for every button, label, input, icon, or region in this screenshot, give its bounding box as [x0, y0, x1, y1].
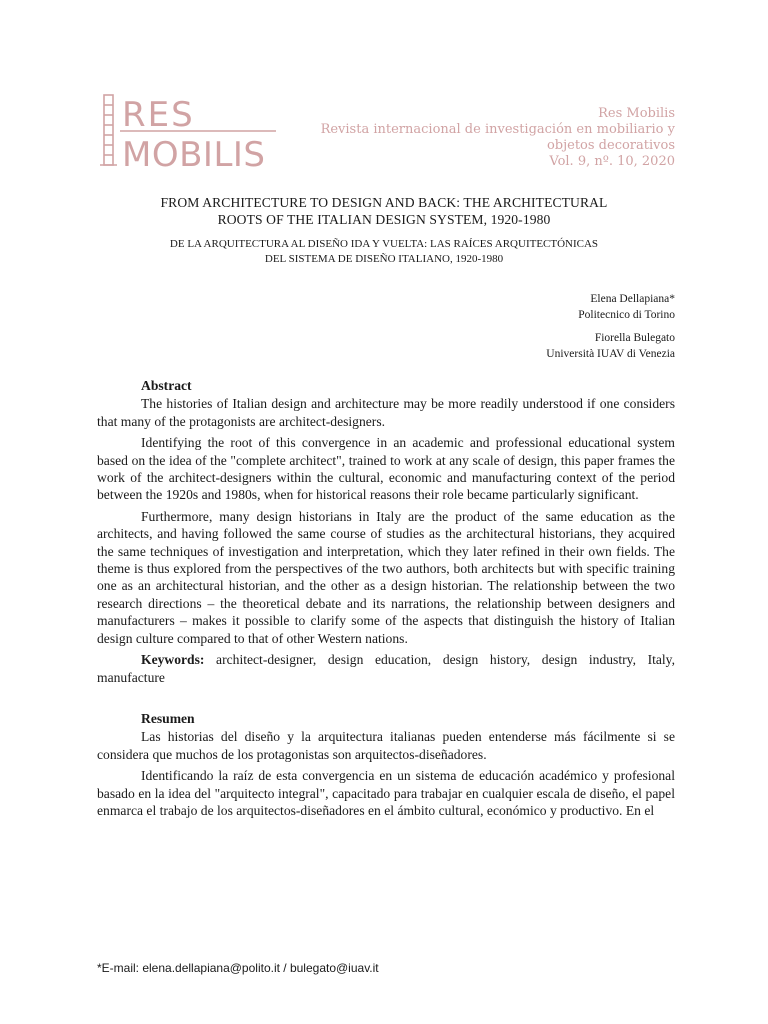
paper-title-english	[90, 194, 678, 228]
journal-subtitle-line2: objetos decorativos	[546, 138, 675, 153]
title-es-line1: DE LA ARQUITECTURA AL DISEÑO IDA Y VUELTA: LAS RAÍCES ARQUITECTÓNICAS	[169, 238, 599, 250]
title-es-line2: DEL SISTEMA DE DISEÑO ITALIANO, 1920-1980	[264, 253, 504, 265]
logo-line1: RES	[122, 95, 195, 135]
paper-title-spanish	[90, 237, 678, 267]
abstract-paragraph: Furthermore, many design historians in Italy are the product of the same education as the architects, and having followed the same course of studies as the architectural historians, they acquired the same techniques of investigation and interpretation, which they later refined in their own fields. The theme is thus explored from the perspectives of the two authors, both architects but with specific training one as an architectural historian, and the other as a design historian. The relationship between the two research directions – the theoretical debate and its narrations, the relationship between designers and manufacturers – makes it possible to clarify some of the aspects that distinguish the history of Italian design culture compared to that of other Western nations.	[97, 508, 675, 646]
author-name: Elena Dellapiana*	[590, 293, 675, 305]
keywords-label: Keywords:	[141, 652, 205, 668]
resumen-paragraph: Identificando la raíz de esta convergencia en un sistema de educación académico y profesional basado en la idea del "arquitecto integral", capacitado para trabajar en cualquier escala de diseño, el papel enmarca el trabajo de los arquitectos-diseñadores en el ámbito cultural, económico y productivo. En el	[97, 768, 675, 818]
logo-line2: MOBILIS	[122, 135, 266, 169]
resumen-heading: Resumen	[141, 710, 195, 726]
title-en-line1: FROM ARCHITECTURE TO DESIGN AND BACK: THE ARCHITECTURAL	[160, 195, 608, 210]
journal-volume: Vol. 9, nº. 10, 2020	[549, 154, 675, 169]
author-block	[375, 291, 675, 362]
author-affiliation: Università IUAV di Venezia	[546, 348, 675, 360]
resumen-paragraph: Las historias del diseño y la arquitectura italianas pueden entenderse más fácilmente si se considera que muchos de los protagonistas son arquitectos-diseñadores.	[97, 729, 675, 762]
abstract-paragraph: The histories of Italian design and architecture may be more readily understood if one considers that many of the protagonists are architect-designers.	[97, 396, 675, 429]
journal-subtitle-line1: Revista internacional de investigación en mobiliario y	[320, 122, 675, 137]
abstract-paragraph: Identifying the root of this convergence in an academic and professional educational system based on the idea of the "complete architect", trained to work at any scale of design, this paper frames the work of the architect-designers within the cultural, economic and manufacturing context of the period between the 1920s and 1980s, when for historical reasons their role became particularly significant.	[97, 435, 675, 503]
journal-logo	[100, 93, 280, 169]
paper-body	[97, 377, 675, 819]
author-name: Fiorella Bulegato	[594, 332, 675, 344]
journal-info	[255, 106, 675, 170]
journal-name: Res Mobilis	[598, 106, 675, 121]
abstract-heading: Abstract	[141, 378, 192, 393]
author-affiliation: Politecnico di Torino	[578, 309, 675, 321]
keywords-paragraph	[97, 651, 675, 686]
keywords-list: architect-designer, design education, design history, design industry, Italy, manufacture	[97, 652, 675, 685]
footnote-email: *E-mail: elena.dellapiana@polito.it / bulegato@iuav.it	[97, 961, 379, 975]
title-en-line2: ROOTS OF THE ITALIAN DESIGN SYSTEM, 1920-1980	[217, 212, 551, 227]
